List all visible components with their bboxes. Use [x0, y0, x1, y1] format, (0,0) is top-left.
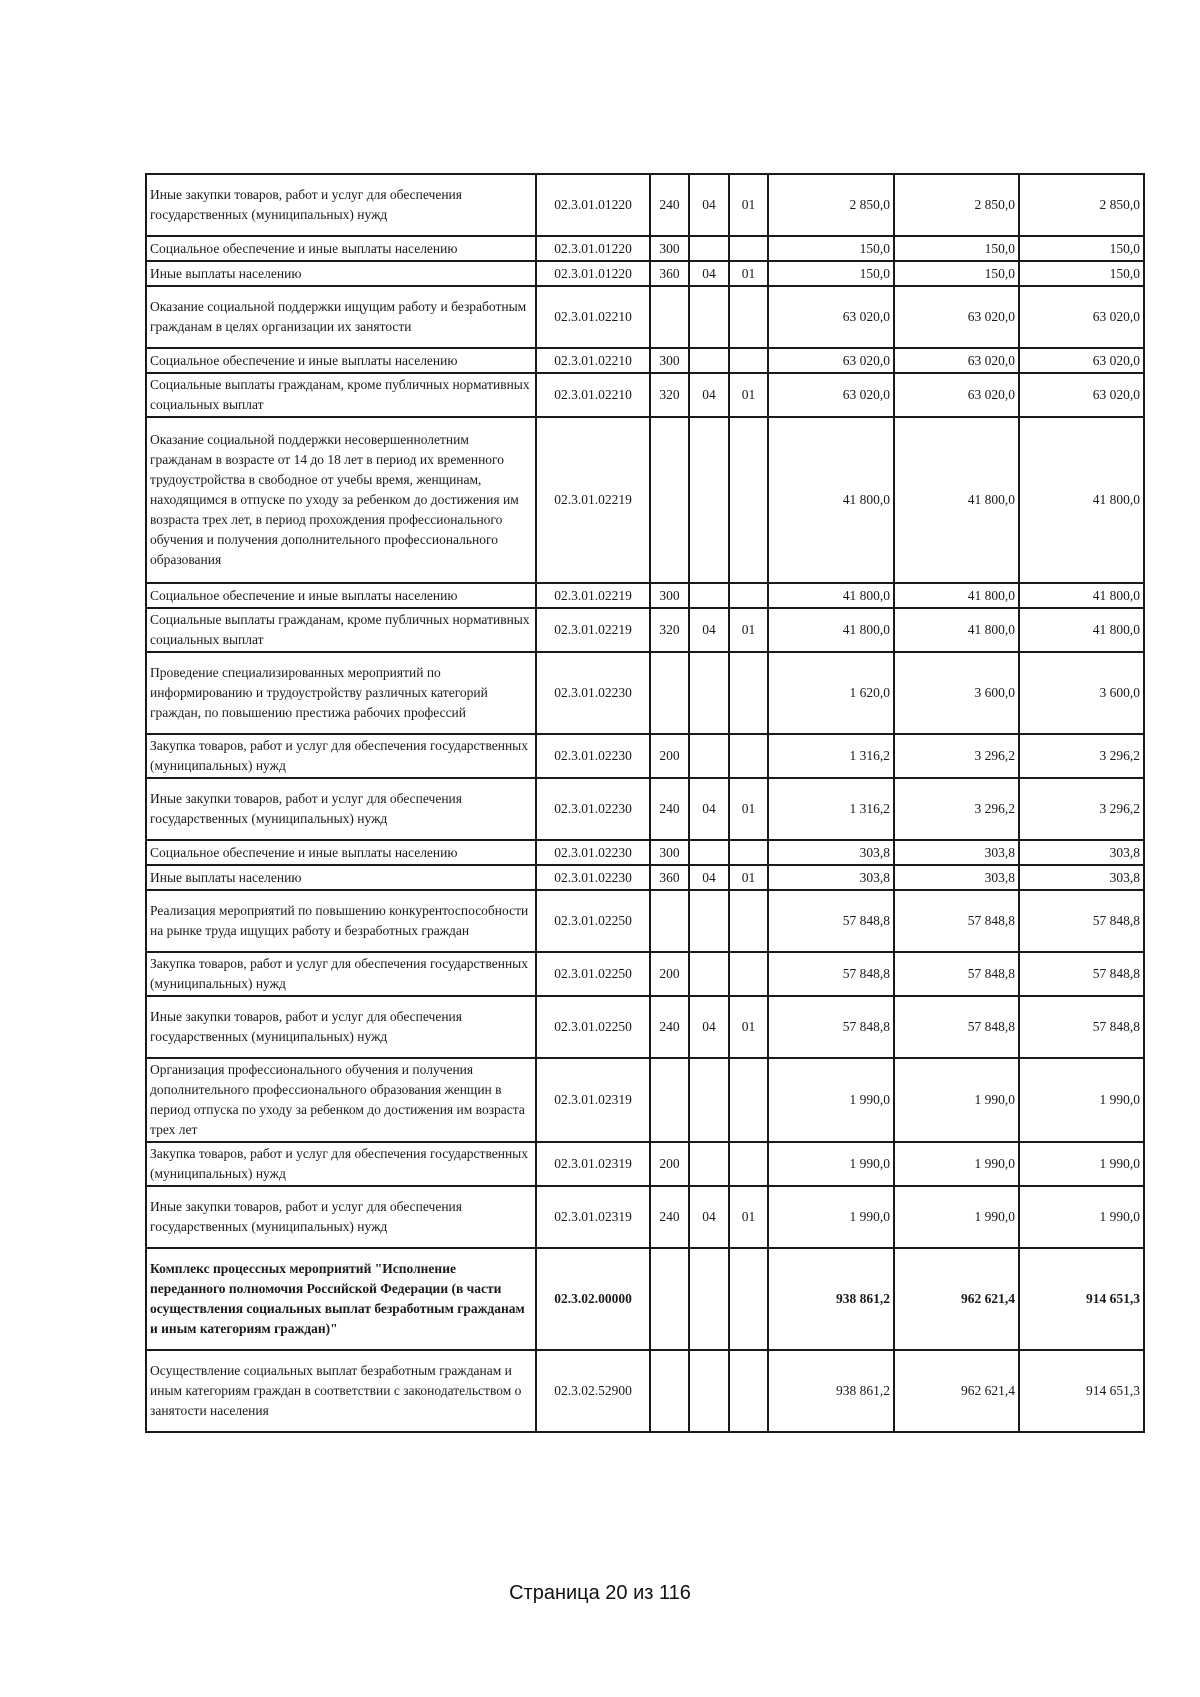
- cell-name: Закупка товаров, работ и услуг для обеспечения государственных (муниципальных) нужд: [146, 952, 536, 996]
- cell-subsection: 01: [729, 996, 768, 1058]
- cell-name: Осуществление социальных выплат безработным гражданам и иным категориям граждан в соответствии с законодательством о занятости населения: [146, 1350, 536, 1432]
- table-row: [146, 236, 1144, 261]
- cell-amount-2: 962 621,4: [894, 1350, 1019, 1432]
- cell-amount-1: 303,8: [768, 865, 894, 890]
- cell-target-code: 02.3.01.02219: [536, 608, 650, 652]
- cell-subsection: 01: [729, 865, 768, 890]
- cell-amount-2: 1 990,0: [894, 1058, 1019, 1142]
- budget-table: [145, 173, 1145, 1433]
- cell-amount-1: 938 861,2: [768, 1350, 894, 1432]
- cell-amount-1: 41 800,0: [768, 417, 894, 583]
- cell-amount-3: 57 848,8: [1019, 890, 1144, 952]
- cell-name: Реализация мероприятий по повышению конкурентоспособности на рынке труда ищущих работу и безработных граждан: [146, 890, 536, 952]
- cell-amount-1: 303,8: [768, 840, 894, 865]
- cell-section: [689, 1350, 729, 1432]
- cell-name: Комплекс процессных мероприятий "Исполнение переданного полномочия Российской Федерации (в части осуществления социальных выплат безработным гражданам и иным категориям граждан)": [146, 1248, 536, 1350]
- cell-amount-3: 1 990,0: [1019, 1058, 1144, 1142]
- cell-amount-2: 63 020,0: [894, 348, 1019, 373]
- cell-name: Проведение специализированных мероприятий по информированию и трудоустройству различных категорий граждан, по повышению престижа рабочих профессий: [146, 652, 536, 734]
- cell-amount-2: 57 848,8: [894, 996, 1019, 1058]
- cell-section: [689, 1058, 729, 1142]
- cell-section: 04: [689, 608, 729, 652]
- cell-expense-type: [650, 286, 689, 348]
- cell-target-code: 02.3.01.02210: [536, 373, 650, 417]
- cell-subsection: [729, 1058, 768, 1142]
- cell-name: Иные закупки товаров, работ и услуг для обеспечения государственных (муниципальных) нужд: [146, 996, 536, 1058]
- cell-section: [689, 583, 729, 608]
- cell-section: 04: [689, 996, 729, 1058]
- cell-expense-type: [650, 417, 689, 583]
- cell-target-code: 02.3.01.02230: [536, 734, 650, 778]
- cell-target-code: 02.3.02.52900: [536, 1350, 650, 1432]
- cell-expense-type: 240: [650, 778, 689, 840]
- cell-expense-type: [650, 890, 689, 952]
- cell-amount-3: 914 651,3: [1019, 1350, 1144, 1432]
- cell-amount-2: 3 296,2: [894, 734, 1019, 778]
- cell-amount-2: 1 990,0: [894, 1142, 1019, 1186]
- table-row: [146, 1186, 1144, 1248]
- cell-amount-1: 1 990,0: [768, 1058, 894, 1142]
- cell-section: 04: [689, 373, 729, 417]
- table-row: [146, 1142, 1144, 1186]
- cell-amount-1: 150,0: [768, 261, 894, 286]
- cell-target-code: 02.3.01.02210: [536, 348, 650, 373]
- cell-section: [689, 236, 729, 261]
- cell-name: Социальные выплаты гражданам, кроме публичных нормативных социальных выплат: [146, 608, 536, 652]
- cell-expense-type: [650, 652, 689, 734]
- cell-amount-1: 57 848,8: [768, 996, 894, 1058]
- cell-subsection: [729, 734, 768, 778]
- cell-amount-2: 1 990,0: [894, 1186, 1019, 1248]
- cell-amount-3: 1 990,0: [1019, 1186, 1144, 1248]
- cell-subsection: [729, 1248, 768, 1350]
- cell-amount-2: 57 848,8: [894, 952, 1019, 996]
- cell-amount-1: 150,0: [768, 236, 894, 261]
- table-row: [146, 1350, 1144, 1432]
- page-number: Страница 20 из 116: [509, 1582, 691, 1604]
- cell-expense-type: 240: [650, 1186, 689, 1248]
- cell-subsection: [729, 952, 768, 996]
- cell-target-code: 02.3.01.02250: [536, 996, 650, 1058]
- cell-amount-3: 3 296,2: [1019, 778, 1144, 840]
- cell-amount-1: 1 990,0: [768, 1186, 894, 1248]
- cell-target-code: 02.3.01.01220: [536, 236, 650, 261]
- cell-amount-3: 1 990,0: [1019, 1142, 1144, 1186]
- table-row: [146, 778, 1144, 840]
- cell-name: Социальное обеспечение и иные выплаты населению: [146, 583, 536, 608]
- cell-name: Закупка товаров, работ и услуг для обеспечения государственных (муниципальных) нужд: [146, 734, 536, 778]
- cell-expense-type: [650, 1350, 689, 1432]
- cell-amount-1: 57 848,8: [768, 890, 894, 952]
- table-body: [146, 174, 1144, 1432]
- cell-target-code: 02.3.01.02219: [536, 417, 650, 583]
- cell-section: [689, 734, 729, 778]
- table-row: [146, 373, 1144, 417]
- cell-name: Социальное обеспечение и иные выплаты населению: [146, 348, 536, 373]
- cell-name: Иные выплаты населению: [146, 865, 536, 890]
- cell-amount-3: 150,0: [1019, 261, 1144, 286]
- cell-amount-3: 303,8: [1019, 865, 1144, 890]
- cell-amount-1: 2 850,0: [768, 174, 894, 236]
- cell-subsection: [729, 652, 768, 734]
- table-row: [146, 583, 1144, 608]
- cell-section: 04: [689, 865, 729, 890]
- table-row: [146, 734, 1144, 778]
- cell-amount-1: 57 848,8: [768, 952, 894, 996]
- cell-expense-type: [650, 1248, 689, 1350]
- cell-amount-2: 41 800,0: [894, 608, 1019, 652]
- cell-amount-1: 63 020,0: [768, 348, 894, 373]
- cell-expense-type: 320: [650, 608, 689, 652]
- cell-expense-type: 200: [650, 952, 689, 996]
- cell-amount-3: 303,8: [1019, 840, 1144, 865]
- cell-amount-1: 63 020,0: [768, 286, 894, 348]
- table-row: [146, 890, 1144, 952]
- cell-name: Оказание социальной поддержки ищущим работу и безработным гражданам в целях организации их занятости: [146, 286, 536, 348]
- cell-amount-2: 41 800,0: [894, 417, 1019, 583]
- table-row: [146, 996, 1144, 1058]
- cell-amount-3: 57 848,8: [1019, 952, 1144, 996]
- cell-amount-1: 63 020,0: [768, 373, 894, 417]
- cell-amount-3: 63 020,0: [1019, 286, 1144, 348]
- cell-amount-3: 3 600,0: [1019, 652, 1144, 734]
- table-row: [146, 1058, 1144, 1142]
- cell-amount-1: 1 316,2: [768, 778, 894, 840]
- cell-amount-1: 41 800,0: [768, 608, 894, 652]
- cell-amount-2: 150,0: [894, 236, 1019, 261]
- cell-amount-3: 63 020,0: [1019, 373, 1144, 417]
- cell-subsection: 01: [729, 608, 768, 652]
- cell-name: Иные закупки товаров, работ и услуг для обеспечения государственных (муниципальных) нужд: [146, 174, 536, 236]
- cell-section: 04: [689, 778, 729, 840]
- cell-section: 04: [689, 261, 729, 286]
- table-row: [146, 348, 1144, 373]
- cell-subsection: [729, 348, 768, 373]
- cell-amount-2: 962 621,4: [894, 1248, 1019, 1350]
- cell-expense-type: 240: [650, 996, 689, 1058]
- cell-amount-2: 57 848,8: [894, 890, 1019, 952]
- cell-amount-3: 2 850,0: [1019, 174, 1144, 236]
- table-row: [146, 1248, 1144, 1350]
- cell-name: Организация профессионального обучения и получения дополнительного профессионального образования женщин в период отпуска по уходу за ребенком до достижения им возраста трех лет: [146, 1058, 536, 1142]
- cell-amount-3: 57 848,8: [1019, 996, 1144, 1058]
- cell-name: Оказание социальной поддержки несовершеннолетним гражданам в возрасте от 14 до 18 лет в период их временного трудоустройства в свободное от учебы время, женщинам, находящимся в отпуске по уходу за ребенком до достижения им возраста трех лет, в период прохождения профессионального обучения и получения дополнительного профессионального образования: [146, 417, 536, 583]
- cell-name: Иные закупки товаров, работ и услуг для обеспечения государственных (муниципальных) нужд: [146, 778, 536, 840]
- table-row: [146, 174, 1144, 236]
- cell-section: 04: [689, 1186, 729, 1248]
- cell-expense-type: 320: [650, 373, 689, 417]
- cell-target-code: 02.3.01.02230: [536, 865, 650, 890]
- cell-subsection: [729, 583, 768, 608]
- cell-amount-2: 150,0: [894, 261, 1019, 286]
- cell-subsection: 01: [729, 261, 768, 286]
- cell-target-code: 02.3.01.02319: [536, 1142, 650, 1186]
- cell-amount-2: 2 850,0: [894, 174, 1019, 236]
- cell-section: [689, 890, 729, 952]
- cell-expense-type: 200: [650, 1142, 689, 1186]
- cell-subsection: 01: [729, 778, 768, 840]
- cell-amount-1: 1 316,2: [768, 734, 894, 778]
- cell-section: [689, 286, 729, 348]
- cell-amount-3: 41 800,0: [1019, 583, 1144, 608]
- cell-target-code: 02.3.01.02219: [536, 583, 650, 608]
- table-row: [146, 865, 1144, 890]
- cell-name: Социальные выплаты гражданам, кроме публичных нормативных социальных выплат: [146, 373, 536, 417]
- table-row: [146, 652, 1144, 734]
- cell-amount-2: 3 600,0: [894, 652, 1019, 734]
- cell-target-code: 02.3.01.02210: [536, 286, 650, 348]
- cell-subsection: [729, 417, 768, 583]
- cell-amount-3: 41 800,0: [1019, 417, 1144, 583]
- cell-expense-type: 300: [650, 583, 689, 608]
- cell-amount-3: 41 800,0: [1019, 608, 1144, 652]
- cell-name: Социальное обеспечение и иные выплаты населению: [146, 840, 536, 865]
- cell-target-code: 02.3.01.02230: [536, 840, 650, 865]
- cell-amount-3: 150,0: [1019, 236, 1144, 261]
- cell-subsection: [729, 1350, 768, 1432]
- cell-name: Закупка товаров, работ и услуг для обеспечения государственных (муниципальных) нужд: [146, 1142, 536, 1186]
- cell-expense-type: 240: [650, 174, 689, 236]
- cell-subsection: [729, 1142, 768, 1186]
- table-row: [146, 286, 1144, 348]
- table-row: [146, 417, 1144, 583]
- cell-name: Иные закупки товаров, работ и услуг для обеспечения государственных (муниципальных) нужд: [146, 1186, 536, 1248]
- cell-section: [689, 1142, 729, 1186]
- cell-expense-type: 360: [650, 261, 689, 286]
- cell-expense-type: 300: [650, 348, 689, 373]
- table-row: [146, 952, 1144, 996]
- cell-amount-2: 303,8: [894, 865, 1019, 890]
- cell-target-code: 02.3.01.02319: [536, 1186, 650, 1248]
- cell-target-code: 02.3.01.02230: [536, 652, 650, 734]
- cell-target-code: 02.3.01.02250: [536, 952, 650, 996]
- cell-subsection: [729, 840, 768, 865]
- cell-amount-1: 1 990,0: [768, 1142, 894, 1186]
- cell-subsection: [729, 286, 768, 348]
- cell-expense-type: 200: [650, 734, 689, 778]
- table-row: [146, 608, 1144, 652]
- cell-amount-2: 41 800,0: [894, 583, 1019, 608]
- cell-target-code: 02.3.02.00000: [536, 1248, 650, 1350]
- cell-section: [689, 952, 729, 996]
- cell-target-code: 02.3.01.01220: [536, 174, 650, 236]
- cell-target-code: 02.3.01.02250: [536, 890, 650, 952]
- cell-expense-type: 360: [650, 865, 689, 890]
- cell-amount-1: 1 620,0: [768, 652, 894, 734]
- cell-section: [689, 840, 729, 865]
- cell-target-code: 02.3.01.02319: [536, 1058, 650, 1142]
- cell-section: [689, 348, 729, 373]
- cell-name: Иные выплаты населению: [146, 261, 536, 286]
- cell-target-code: 02.3.01.02230: [536, 778, 650, 840]
- cell-subsection: [729, 236, 768, 261]
- cell-amount-2: 63 020,0: [894, 373, 1019, 417]
- cell-name: Социальное обеспечение и иные выплаты населению: [146, 236, 536, 261]
- cell-subsection: 01: [729, 1186, 768, 1248]
- cell-amount-1: 41 800,0: [768, 583, 894, 608]
- cell-amount-2: 303,8: [894, 840, 1019, 865]
- cell-section: [689, 417, 729, 583]
- cell-section: [689, 1248, 729, 1350]
- cell-subsection: 01: [729, 373, 768, 417]
- cell-amount-2: 63 020,0: [894, 286, 1019, 348]
- cell-section: 04: [689, 174, 729, 236]
- cell-expense-type: 300: [650, 840, 689, 865]
- cell-amount-3: 63 020,0: [1019, 348, 1144, 373]
- cell-subsection: 01: [729, 174, 768, 236]
- cell-amount-2: 3 296,2: [894, 778, 1019, 840]
- cell-expense-type: [650, 1058, 689, 1142]
- cell-target-code: 02.3.01.01220: [536, 261, 650, 286]
- cell-subsection: [729, 890, 768, 952]
- cell-expense-type: 300: [650, 236, 689, 261]
- cell-amount-3: 914 651,3: [1019, 1248, 1144, 1350]
- cell-section: [689, 652, 729, 734]
- cell-amount-3: 3 296,2: [1019, 734, 1144, 778]
- cell-amount-1: 938 861,2: [768, 1248, 894, 1350]
- table-row: [146, 840, 1144, 865]
- table-row: [146, 261, 1144, 286]
